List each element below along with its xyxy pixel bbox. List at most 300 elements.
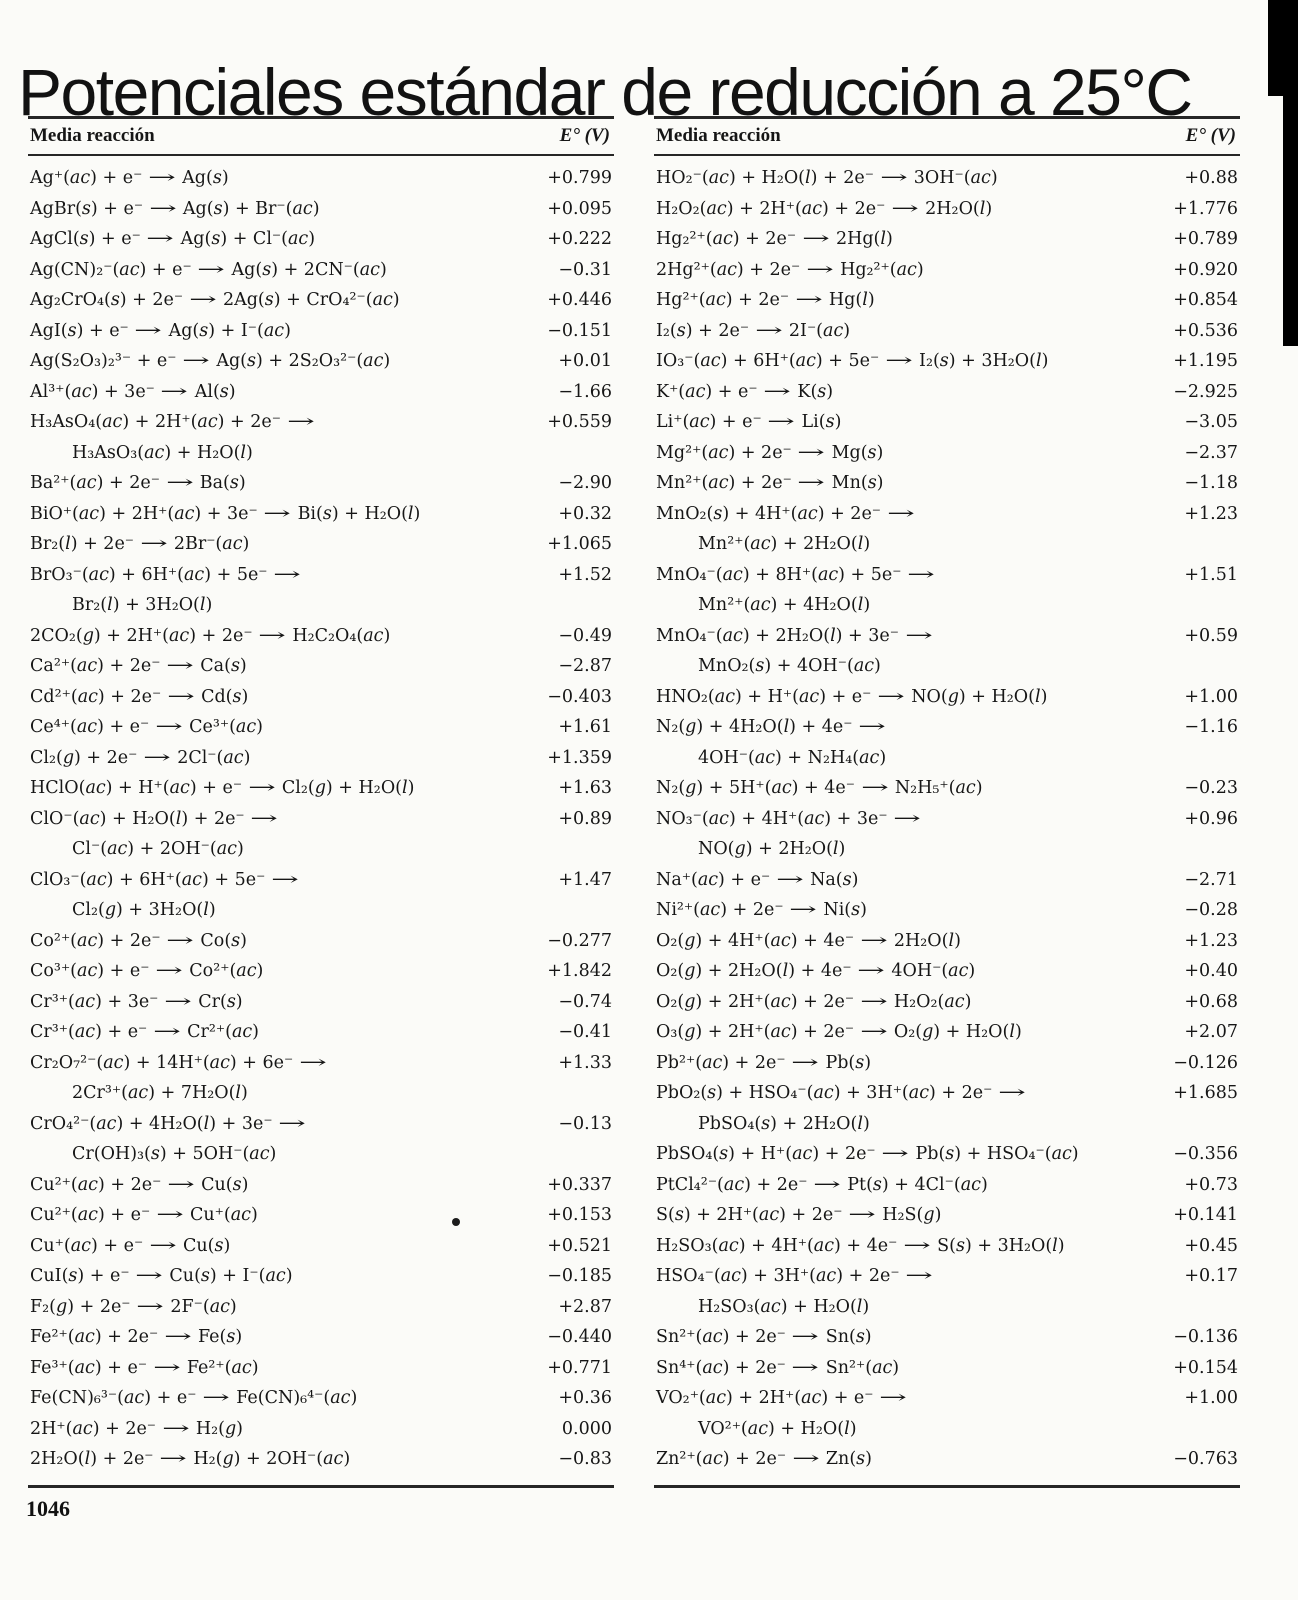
reaction-arrow: →	[767, 412, 796, 432]
table-row	[30, 468, 614, 499]
table-row	[30, 712, 614, 743]
half-reaction: Ag₂CrO₄(s) + 2e⁻ → 2Ag(s) + CrO₄²⁻(ac)	[30, 285, 526, 316]
half-reaction: Cr₂O₇²⁻(ac) + 14H⁺(ac) + 6e⁻ → 2Cr³⁺(ac) + 7H₂O(l)	[30, 1048, 526, 1109]
half-reaction: H₂O₂(ac) + 2H⁺(ac) + 2e⁻ → 2H₂O(l)	[656, 194, 1152, 225]
potential-value: +0.536	[1173, 320, 1238, 341]
potential-value: +0.45	[1184, 1235, 1238, 1256]
potential-value: −2.37	[1184, 442, 1238, 463]
reaction-arrow: →	[789, 900, 818, 920]
half-reaction: MnO₄⁻(ac) + 8H⁺(ac) + 5e⁻ → Mn²⁺(ac) + 4H₂O(l)	[656, 560, 1152, 621]
potential-value: +1.00	[1184, 1388, 1238, 1408]
reaction-arrow: →	[876, 686, 905, 707]
table-row	[30, 316, 614, 347]
potential-value: +1.33	[558, 1052, 612, 1073]
reaction-arrow: →	[801, 229, 830, 249]
potential-value: +1.065	[547, 534, 612, 554]
potential-value: −0.151	[547, 320, 612, 341]
table-row	[656, 1353, 1240, 1384]
half-reaction: NO₃⁻(ac) + 4H⁺(ac) + 3e⁻ → NO(g) + 2H₂O(l)	[656, 804, 1152, 865]
potential-value: +0.153	[547, 1205, 612, 1225]
potentials-table	[28, 116, 1240, 1488]
potential-value: +1.63	[558, 778, 612, 798]
potential-value: −0.136	[1173, 1327, 1238, 1347]
table-row	[656, 987, 1240, 1018]
half-reaction: VO₂⁺(ac) + 2H⁺(ac) + e⁻ → VO²⁺(ac) + H₂O(l)	[656, 1383, 1152, 1444]
table-row	[30, 255, 614, 286]
half-reaction: HNO₂(ac) + H⁺(ac) + e⁻ → NO(g) + H₂O(l)	[656, 682, 1152, 713]
table-row	[30, 865, 614, 926]
potential-value: −3.05	[1184, 412, 1238, 432]
reaction-arrow: →	[754, 320, 783, 341]
table-row	[656, 1231, 1240, 1262]
half-reaction: Ag(S₂O₃)₂³⁻ + e⁻ → Ag(s) + 2S₂O₃²⁻(ac)	[30, 346, 526, 377]
table-row	[30, 346, 614, 377]
reaction-arrow: →	[146, 229, 175, 249]
reaction-arrow: →	[163, 991, 192, 1012]
half-reaction: Cu⁺(ac) + e⁻ → Cu(s)	[30, 1231, 526, 1262]
reaction-arrow: →	[188, 290, 217, 310]
half-reaction-continuation: PbSO₄(s) + 2H₂O(l)	[698, 1113, 870, 1134]
potential-value: −0.13	[558, 1113, 612, 1134]
table-row	[30, 1231, 614, 1262]
reaction-arrow: →	[805, 259, 834, 280]
half-reaction: Ca²⁺(ac) + 2e⁻ → Ca(s)	[30, 651, 526, 682]
table-row	[656, 1170, 1240, 1201]
half-reaction: Hg₂²⁺(ac) + 2e⁻ → 2Hg(l)	[656, 224, 1152, 255]
potential-value: −0.763	[1173, 1449, 1238, 1469]
reaction-arrow: →	[182, 351, 210, 371]
table-row	[30, 499, 614, 530]
half-reaction: AgCl(s) + e⁻ → Ag(s) + Cl⁻(ac)	[30, 224, 526, 255]
scan-artifact-right-strip	[1283, 96, 1298, 346]
table-row	[656, 682, 1240, 713]
reaction-arrow: →	[159, 1449, 187, 1469]
table-row	[30, 926, 614, 957]
reaction-arrow: →	[154, 717, 183, 737]
reaction-arrow: →	[890, 198, 919, 219]
potential-value: 0.000	[561, 1418, 612, 1439]
half-reaction: Br₂(l) + 2e⁻ → 2Br⁻(ac)	[30, 529, 526, 560]
half-reaction: ClO⁻(ac) + H₂O(l) + 2e⁻ → Cl⁻(ac) + 2OH⁻(ac)	[30, 804, 526, 865]
reaction-arrow: →	[848, 1205, 876, 1225]
half-reaction-continuation: 4OH⁻(ac) + N₂H₄(ac)	[698, 747, 887, 768]
column-header-potential: E° (V)	[1185, 125, 1236, 146]
reaction-arrow: →	[147, 168, 176, 188]
reaction-arrow: →	[139, 534, 168, 554]
half-reaction: AgI(s) + e⁻ → Ag(s) + I⁻(ac)	[30, 316, 526, 347]
half-reaction: Ag(CN)₂⁻(ac) + e⁻ → Ag(s) + 2CN⁻(ac)	[30, 255, 526, 286]
half-reaction: Fe(CN)₆³⁻(ac) + e⁻ → Fe(CN)₆⁴⁻(ac)	[30, 1383, 526, 1414]
half-reaction: PbSO₄(s) + H⁺(ac) + 2e⁻ → Pb(s) + HSO₄⁻(ac)	[656, 1139, 1152, 1170]
table-row	[656, 773, 1240, 804]
table-row	[30, 682, 614, 713]
reaction-arrow: →	[166, 686, 195, 707]
half-reaction-continuation: Mn²⁺(ac) + 2H₂O(l)	[698, 534, 871, 554]
table-row	[656, 499, 1240, 560]
half-reaction: O₂(g) + 2H₂O(l) + 4e⁻ → 4OH⁻(ac)	[656, 956, 1152, 987]
potential-value: −1.18	[1184, 473, 1238, 493]
half-reaction-continuation: H₂SO₃(ac) + H₂O(l)	[698, 1296, 870, 1317]
table-row	[656, 163, 1240, 194]
potential-value: +2.87	[558, 1296, 612, 1317]
table-row	[656, 255, 1240, 286]
reaction-arrow: →	[286, 412, 315, 432]
reaction-arrow: →	[997, 1083, 1026, 1103]
reaction-arrow: →	[763, 381, 792, 402]
table-row	[30, 1292, 614, 1323]
potential-value: +0.40	[1184, 961, 1238, 981]
reaction-arrow: →	[884, 351, 913, 371]
half-reaction: K⁺(ac) + e⁻ → K(s)	[656, 377, 1152, 408]
reaction-arrow: →	[155, 961, 183, 981]
table-row	[30, 773, 614, 804]
half-reaction: N₂(g) + 5H⁺(ac) + 4e⁻ → N₂H₅⁺(ac)	[656, 773, 1152, 804]
reaction-arrow: →	[775, 869, 804, 890]
reaction-arrow: →	[881, 1144, 910, 1164]
potential-value: +0.96	[1184, 808, 1238, 829]
half-reaction: BiO⁺(ac) + 2H⁺(ac) + 3e⁻ → Bi(s) + H₂O(l)	[30, 499, 526, 530]
table-column-left	[28, 116, 614, 1488]
table-row	[30, 1017, 614, 1048]
potential-value: −2.925	[1173, 381, 1238, 402]
table-row	[30, 529, 614, 560]
half-reaction: 2H⁺(ac) + 2e⁻ → H₂(g)	[30, 1414, 526, 1445]
potential-value: +0.17	[1184, 1266, 1238, 1286]
table-row	[30, 1414, 614, 1445]
half-reaction: Hg²⁺(ac) + 2e⁻ → Hg(l)	[656, 285, 1152, 316]
reaction-arrow: →	[197, 259, 226, 280]
table-row	[656, 285, 1240, 316]
potential-value: −0.126	[1173, 1052, 1238, 1073]
reaction-arrow: →	[166, 930, 195, 951]
potential-value: +1.51	[1184, 564, 1238, 585]
table-row	[656, 438, 1240, 469]
half-reaction: H₂SO₃(ac) + 4H⁺(ac) + 4e⁻ → S(s) + 3H₂O(l)	[656, 1231, 1152, 1262]
potential-value: −2.90	[558, 473, 612, 493]
rows-left	[28, 156, 614, 1488]
potential-value: −0.28	[1184, 900, 1238, 920]
reaction-arrow: →	[298, 1052, 327, 1073]
potential-value: +0.88	[1184, 168, 1238, 188]
reaction-arrow: →	[813, 1174, 841, 1195]
half-reaction: BrO₃⁻(ac) + 6H⁺(ac) + 5e⁻ → Br₂(l) + 3H₂O(l)	[30, 560, 526, 621]
table-row	[30, 804, 614, 865]
reaction-arrow: →	[148, 198, 177, 219]
potential-value: +0.920	[1173, 259, 1238, 280]
column-header-reaction: Media reacción	[30, 125, 155, 146]
table-row	[656, 895, 1240, 926]
half-reaction: CrO₄²⁻(ac) + 4H₂O(l) + 3e⁻ → Cr(OH)₃(s) + 5OH⁻(ac)	[30, 1109, 526, 1170]
half-reaction: Fe²⁺(ac) + 2e⁻ → Fe(s)	[30, 1322, 526, 1353]
reaction-arrow: →	[247, 778, 276, 798]
potential-value: +0.559	[547, 412, 612, 432]
potential-value: +0.32	[558, 503, 612, 524]
reaction-arrow: →	[278, 1113, 307, 1134]
table-row	[30, 743, 614, 774]
potential-value: +1.359	[547, 747, 612, 768]
table-header-right	[654, 116, 1240, 156]
potential-value: −0.83	[558, 1449, 612, 1469]
potential-value: −0.49	[558, 625, 612, 646]
half-reaction: Mn²⁺(ac) + 2e⁻ → Mn(s)	[656, 468, 1152, 499]
rows-right	[654, 156, 1240, 1488]
reaction-arrow: →	[166, 656, 194, 676]
table-row	[30, 1322, 614, 1353]
reaction-arrow: →	[902, 1235, 931, 1256]
potential-value: +0.36	[558, 1388, 612, 1408]
potential-value: −0.277	[547, 930, 612, 951]
table-row	[30, 163, 614, 194]
potential-value: +1.52	[558, 564, 612, 585]
half-reaction-continuation: VO²⁺(ac) + H₂O(l)	[698, 1418, 857, 1439]
table-row	[656, 468, 1240, 499]
potential-value: +0.521	[547, 1235, 612, 1256]
scan-artifact-top-right	[1268, 0, 1298, 96]
potential-value: −2.87	[558, 656, 612, 676]
reaction-arrow: →	[136, 1296, 164, 1317]
half-reaction-continuation: MnO₂(s) + 4OH⁻(ac)	[698, 656, 881, 676]
reaction-arrow: →	[250, 808, 279, 829]
page-number: 1046	[26, 1496, 70, 1521]
half-reaction: Co³⁺(ac) + e⁻ → Co²⁺(ac)	[30, 956, 526, 987]
table-row	[656, 1444, 1240, 1475]
reaction-arrow: →	[859, 930, 888, 951]
potential-value: −1.16	[1184, 717, 1238, 737]
half-reaction: HO₂⁻(ac) + H₂O(l) + 2e⁻ → 3OH⁻(ac)	[656, 163, 1152, 194]
reaction-arrow: →	[797, 442, 826, 463]
potential-value: +1.47	[558, 869, 612, 890]
potential-value: +1.685	[1173, 1083, 1238, 1103]
half-reaction-continuation: Cl₂(g) + 3H₂O(l)	[72, 900, 216, 920]
half-reaction-continuation: H₃AsO₃(ac) + H₂O(l)	[72, 442, 253, 463]
potential-value: −0.185	[547, 1266, 612, 1286]
reaction-arrow: →	[163, 1327, 192, 1347]
reaction-arrow: →	[886, 503, 915, 524]
table-row	[656, 1078, 1240, 1139]
half-reaction: Mg²⁺(ac) + 2e⁻ → Mg(s)	[656, 438, 1152, 469]
reaction-arrow: →	[904, 625, 933, 646]
half-reaction: 2Hg²⁺(ac) + 2e⁻ → Hg₂²⁺(ac)	[656, 255, 1152, 286]
potential-value: +1.195	[1173, 351, 1238, 371]
half-reaction: Sn²⁺(ac) + 2e⁻ → Sn(s)	[656, 1322, 1152, 1353]
potential-value: −2.71	[1184, 869, 1238, 890]
half-reaction: CuI(s) + e⁻ → Cu(s) + I⁻(ac)	[30, 1261, 526, 1292]
column-header-potential: E° (V)	[559, 125, 610, 146]
reaction-arrow: →	[791, 1052, 820, 1073]
half-reaction: Fe³⁺(ac) + e⁻ → Fe²⁺(ac)	[30, 1353, 526, 1384]
potential-value: +0.789	[1173, 229, 1238, 249]
table-row	[656, 316, 1240, 347]
potential-value: +0.59	[1184, 625, 1238, 646]
half-reaction: Al³⁺(ac) + 3e⁻ → Al(s)	[30, 377, 526, 408]
table-row	[30, 651, 614, 682]
potential-value: +0.154	[1173, 1357, 1238, 1378]
potential-value: +0.68	[1184, 991, 1238, 1012]
potential-value: +0.222	[547, 229, 612, 249]
reaction-arrow: →	[791, 1449, 820, 1469]
half-reaction: IO₃⁻(ac) + 6H⁺(ac) + 5e⁻ → I₂(s) + 3H₂O(l)	[656, 346, 1152, 377]
potential-value: +0.337	[547, 1174, 612, 1195]
table-row	[30, 407, 614, 468]
reaction-arrow: →	[258, 625, 287, 646]
potential-value: +0.446	[547, 290, 612, 310]
potential-value: +0.771	[547, 1357, 612, 1378]
table-row	[656, 1139, 1240, 1170]
reaction-arrow: →	[155, 1205, 184, 1225]
potential-value: +1.23	[1184, 503, 1238, 524]
table-row	[30, 1109, 614, 1170]
potential-value: +1.776	[1173, 198, 1238, 219]
potential-value: +0.73	[1184, 1174, 1238, 1195]
half-reaction: O₃(g) + 2H⁺(ac) + 2e⁻ → O₂(g) + H₂O(l)	[656, 1017, 1152, 1048]
potential-value: +0.095	[547, 198, 612, 219]
half-reaction: F₂(g) + 2e⁻ → 2F⁻(ac)	[30, 1292, 526, 1323]
half-reaction: Ce⁴⁺(ac) + e⁻ → Ce³⁺(ac)	[30, 712, 526, 743]
half-reaction: Li⁺(ac) + e⁻ → Li(s)	[656, 407, 1152, 438]
half-reaction: 2CO₂(g) + 2H⁺(ac) + 2e⁻ → H₂C₂O₄(ac)	[30, 621, 526, 652]
reaction-arrow: →	[134, 320, 163, 341]
half-reaction: Ba²⁺(ac) + 2e⁻ → Ba(s)	[30, 468, 526, 499]
half-reaction-continuation: NO(g) + 2H₂O(l)	[698, 839, 846, 859]
half-reaction-continuation: Cr(OH)₃(s) + 5OH⁻(ac)	[72, 1144, 277, 1164]
potential-value: +1.842	[547, 961, 612, 981]
half-reaction: PtCl₄²⁻(ac) + 2e⁻ → Pt(s) + 4Cl⁻(ac)	[656, 1170, 1152, 1201]
half-reaction: S(s) + 2H⁺(ac) + 2e⁻ → H₂S(g)	[656, 1200, 1152, 1231]
table-column-right	[654, 116, 1240, 1488]
table-row	[656, 224, 1240, 255]
half-reaction: Cd²⁺(ac) + 2e⁻ → Cd(s)	[30, 682, 526, 713]
half-reaction: I₂(s) + 2e⁻ → 2I⁻(ac)	[656, 316, 1152, 347]
page-title: Potenciales estándar de reducción a 25°C	[18, 55, 1192, 130]
reaction-arrow: →	[152, 1022, 181, 1042]
reaction-arrow: →	[160, 381, 189, 402]
table-row	[656, 1383, 1240, 1444]
potential-value: +0.799	[547, 168, 612, 188]
table-row	[656, 804, 1240, 865]
half-reaction: N₂(g) + 4H₂O(l) + 4e⁻ → 4OH⁻(ac) + N₂H₄(ac)	[656, 712, 1152, 773]
reaction-arrow: →	[263, 503, 292, 524]
half-reaction: Ag⁺(ac) + e⁻ → Ag(s)	[30, 163, 526, 194]
potential-value: +1.00	[1184, 686, 1238, 707]
table-row	[656, 621, 1240, 682]
table-row	[656, 1048, 1240, 1079]
table-row	[30, 1048, 614, 1109]
reaction-arrow: →	[148, 1235, 177, 1256]
half-reaction-continuation: 2Cr³⁺(ac) + 7H₂O(l)	[72, 1083, 248, 1103]
potential-value: −0.74	[558, 991, 612, 1012]
potential-value: −0.403	[547, 686, 612, 707]
reaction-arrow: →	[857, 961, 886, 981]
table-row	[656, 956, 1240, 987]
table-row	[656, 1200, 1240, 1231]
reaction-arrow: →	[860, 778, 889, 798]
half-reaction: O₂(g) + 4H⁺(ac) + 4e⁻ → 2H₂O(l)	[656, 926, 1152, 957]
table-row	[656, 1322, 1240, 1353]
half-reaction: PbO₂(s) + HSO₄⁻(ac) + 3H⁺(ac) + 2e⁻ → PbSO₄(s) + 2H₂O(l)	[656, 1078, 1152, 1139]
reaction-arrow: →	[142, 747, 171, 768]
table-row	[30, 224, 614, 255]
half-reaction-continuation: Cl⁻(ac) + 2OH⁻(ac)	[72, 839, 244, 859]
reaction-arrow: →	[859, 991, 888, 1012]
potential-value: +2.07	[1184, 1022, 1238, 1042]
reaction-arrow: →	[797, 473, 826, 493]
half-reaction: AgBr(s) + e⁻ → Ag(s) + Br⁻(ac)	[30, 194, 526, 225]
potential-value: +1.61	[558, 717, 612, 737]
scan-artifact-speck	[452, 1218, 460, 1226]
half-reaction: Zn²⁺(ac) + 2e⁻ → Zn(s)	[656, 1444, 1152, 1475]
table-row	[30, 621, 614, 652]
reaction-arrow: →	[907, 564, 935, 585]
potential-value: +1.23	[1184, 930, 1238, 951]
table-row	[656, 194, 1240, 225]
half-reaction: 2H₂O(l) + 2e⁻ → H₂(g) + 2OH⁻(ac)	[30, 1444, 526, 1475]
table-row	[30, 956, 614, 987]
half-reaction: Sn⁴⁺(ac) + 2e⁻ → Sn²⁺(ac)	[656, 1353, 1152, 1384]
potential-value: −1.66	[558, 381, 612, 402]
table-row	[30, 1170, 614, 1201]
reaction-arrow: →	[859, 1022, 888, 1042]
half-reaction: Cu²⁺(ac) + 2e⁻ → Cu(s)	[30, 1170, 526, 1201]
reaction-arrow: →	[791, 1327, 820, 1347]
column-header-reaction: Media reacción	[656, 125, 781, 146]
half-reaction: Na⁺(ac) + e⁻ → Na(s)	[656, 865, 1152, 896]
half-reaction: Cl₂(g) + 2e⁻ → 2Cl⁻(ac)	[30, 743, 526, 774]
half-reaction-continuation: Br₂(l) + 3H₂O(l)	[72, 595, 213, 615]
reaction-arrow: →	[202, 1388, 230, 1408]
half-reaction: Cr³⁺(ac) + 3e⁻ → Cr(s)	[30, 987, 526, 1018]
table-header-left	[28, 116, 614, 156]
table-row	[30, 285, 614, 316]
table-row	[656, 1017, 1240, 1048]
half-reaction: ClO₃⁻(ac) + 6H⁺(ac) + 5e⁻ → Cl₂(g) + 3H₂O(l)	[30, 865, 526, 926]
half-reaction: Co²⁺(ac) + 2e⁻ → Co(s)	[30, 926, 526, 957]
table-row	[30, 1200, 614, 1231]
table-row	[656, 865, 1240, 896]
potential-value: +0.854	[1173, 290, 1238, 310]
table-row	[656, 926, 1240, 957]
potential-value: −0.440	[547, 1327, 612, 1347]
potential-value: +0.01	[558, 351, 612, 371]
reaction-arrow: →	[858, 717, 886, 737]
reaction-arrow: →	[879, 168, 908, 188]
reaction-arrow: →	[879, 1388, 907, 1408]
potential-value: −0.23	[1184, 778, 1238, 798]
half-reaction: O₂(g) + 2H⁺(ac) + 2e⁻ → H₂O₂(ac)	[656, 987, 1152, 1018]
potential-value: +0.141	[1173, 1205, 1238, 1225]
table-row	[30, 1353, 614, 1384]
half-reaction: Ni²⁺(ac) + 2e⁻ → Ni(s)	[656, 895, 1152, 926]
half-reaction: MnO₄⁻(ac) + 2H₂O(l) + 3e⁻ → MnO₂(s) + 4OH⁻(ac)	[656, 621, 1152, 682]
half-reaction: Cr³⁺(ac) + e⁻ → Cr²⁺(ac)	[30, 1017, 526, 1048]
reaction-arrow: →	[161, 1418, 190, 1439]
half-reaction: Pb²⁺(ac) + 2e⁻ → Pb(s)	[656, 1048, 1152, 1079]
table-row	[656, 377, 1240, 408]
potential-value: −0.41	[558, 1022, 612, 1042]
table-row	[30, 377, 614, 408]
reaction-arrow: →	[165, 473, 194, 493]
reaction-arrow: →	[791, 1357, 820, 1378]
table-row	[30, 560, 614, 621]
half-reaction: Cu²⁺(ac) + e⁻ → Cu⁺(ac)	[30, 1200, 526, 1231]
half-reaction: HSO₄⁻(ac) + 3H⁺(ac) + 2e⁻ → H₂SO₃(ac) + H₂O(l)	[656, 1261, 1152, 1322]
reaction-arrow: →	[905, 1266, 934, 1286]
half-reaction: H₃AsO₄(ac) + 2H⁺(ac) + 2e⁻ → H₃AsO₃(ac) + H₂O(l)	[30, 407, 526, 468]
table-row	[30, 194, 614, 225]
table-row	[656, 407, 1240, 438]
reaction-arrow: →	[152, 1357, 181, 1378]
reaction-arrow: →	[273, 564, 301, 585]
table-row	[30, 1444, 614, 1475]
